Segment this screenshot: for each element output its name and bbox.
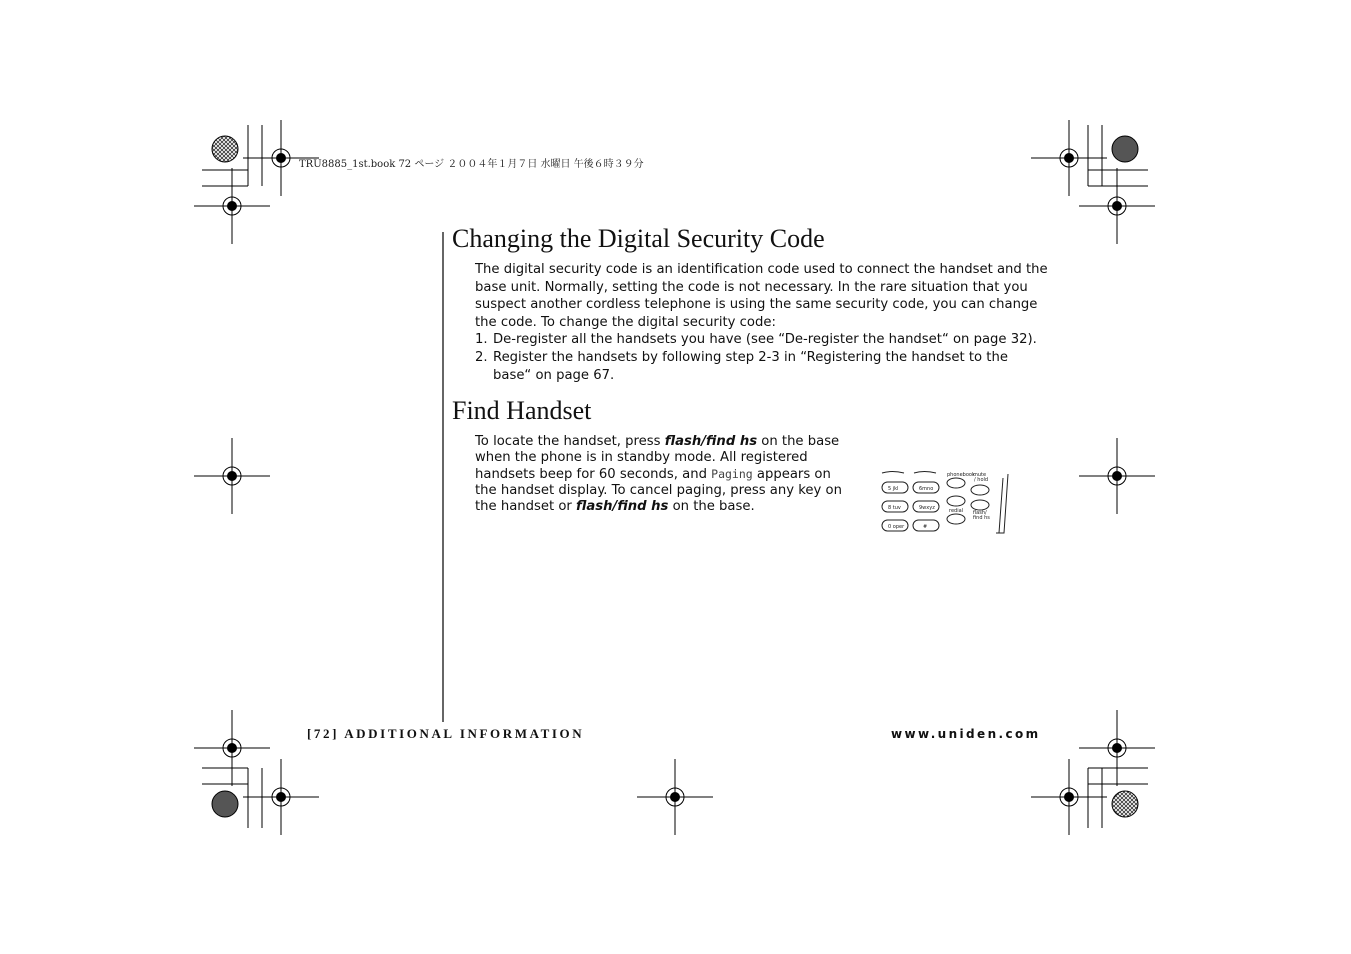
crosshair-target [194,710,270,786]
keypad-label: mute [973,472,987,478]
crosshair-target [1079,438,1155,514]
svg-text:5 jkl: 5 jkl [888,486,899,492]
keypad-illustration [878,470,1013,538]
footer-website: www.uniden.com [891,727,1041,741]
crosshair-target [243,759,319,835]
keypad-label: phonebook [947,472,975,478]
keypad-label: find hs [973,515,990,521]
crosshair-target [1031,120,1107,196]
list-item [475,331,1050,349]
step-text: Register the handsets by following step 2-3 in “Registering the handset to the base“ on page 67. [493,349,1008,383]
svg-text:9wxyz: 9wxyz [919,505,935,511]
security-intro: The digital security code is an identification code used to connect the handset and the base unit. Normally, setting the code is not necessary. In the rare situation that you suspect another cordless telephone is using the same security code, you can change the code. To change the digital security code: [475,262,1048,330]
step-text: De-register all the handsets you have (see “De-register the handset“ on page 32). [493,332,1037,348]
text-run: on the base. [668,499,755,514]
heading-security-code: Changing the Digital Security Code [452,224,825,253]
key-name: flash/find hs [664,434,758,449]
find-section-body [475,434,843,515]
svg-text:8 tuv: 8 tuv [888,505,901,511]
step-number: 1. [475,332,488,348]
find-paragraph [475,434,843,515]
keypad-label: / hold [974,477,989,483]
svg-text:0 oper: 0 oper [888,524,905,530]
keypad-label: flash/ [973,510,987,516]
crosshair-target [1079,168,1155,244]
crosshair-target [1079,710,1155,786]
footer-page-section: [72] ADDITIONAL INFORMATION [307,726,585,741]
svg-text:6mno: 6mno [919,486,934,492]
lcd-text: Paging [711,467,753,481]
keypad-label: redial [949,508,964,514]
security-section-body [475,261,1050,384]
step-number: 2. [475,349,488,365]
text-run: To locate the handset, press [475,434,665,449]
security-steps [475,331,1050,384]
crosshair-target [194,438,270,514]
text-run: on the base when the phone is in standby mode. All registered handsets beep for 60 seconds, and [475,434,840,482]
heading-find-handset: Find Handset [452,396,592,425]
key-name: flash/find hs [576,499,669,514]
crosshair-target [194,168,270,244]
print-slug: TRU8885_1st.book 72 ページ ２００４年１月７日 水曜日 午後６時３９分 [299,159,644,170]
svg-text:#: # [923,524,928,530]
crosshair-target [637,759,713,835]
crosshair-target [1031,759,1107,835]
text-run: appears on the handset display. To cancel paging, press any key on the handset or [475,467,842,514]
list-item [475,349,1050,384]
